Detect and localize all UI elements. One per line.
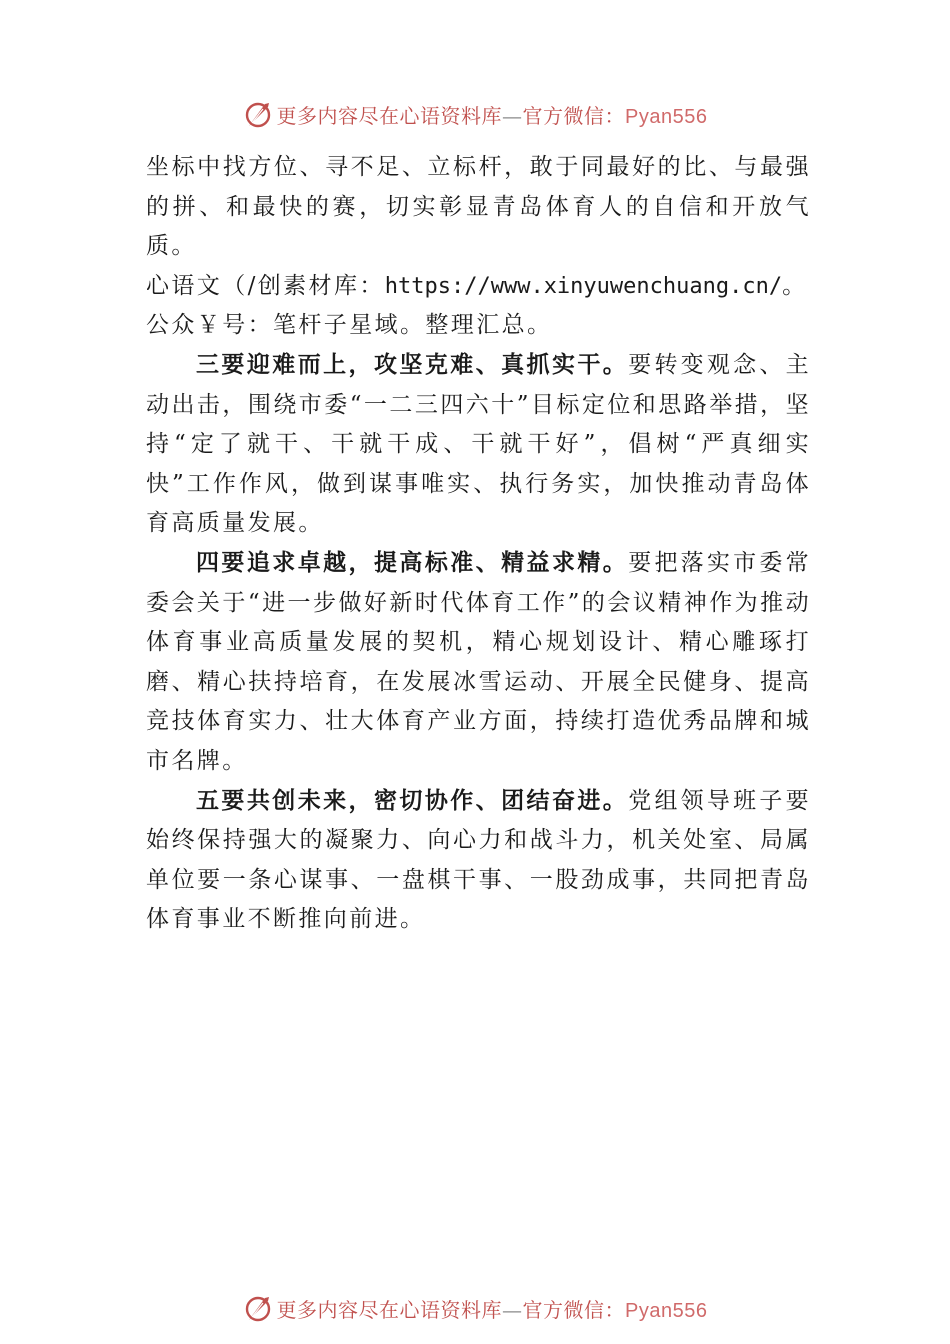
source-suffix: 。: [782, 272, 808, 299]
banner-dash: —: [502, 1297, 523, 1322]
paragraph-text: 党组领导班子要始终保持强大的凝聚力、向心力和战斗力，机关处室、局属单位要一条心谋事、一盘棋干事、一股劲成事，共同把青岛体育事业不断推向前进。: [146, 787, 811, 933]
paragraph-point-three: [146, 346, 811, 544]
source-account-note: 公众￥号：笔杆子星域。整理汇总。: [146, 312, 553, 339]
header-banner: [0, 94, 950, 134]
banner-site: 更多内容尽在心语资料库: [276, 103, 503, 128]
banner-handle: Pyan556: [625, 105, 708, 128]
paragraph-text: 要把落实市委常委会关于“进一步做好新时代体育工作”的会议精神作为推动体育事业高质量发展的契机，精心规划设计、精心雕琢打磨、精心扶持培育，在发展冰雪运动、开展全民健身、提高竞技体育实力、壮大体育产业方面，持续打造优秀品牌和城市名牌。: [146, 549, 811, 774]
paragraph-point-four: [146, 544, 811, 782]
banner-handle: Pyan556: [625, 1299, 708, 1322]
paragraph-text: 要转变观念、主动出击，围绕市委“一二三四六十”目标定位和思路举措，坚持“定了就干、干就干成、干就干好”，倡树“严真细实快”工作作风，做到谋事唯实、执行务实，加快推动青岛体育高质量发展。: [146, 351, 811, 537]
banner-label: 官方微信：: [522, 103, 626, 128]
paragraph-heading: 五要共创未来，密切协作、团结奋进。: [196, 787, 629, 814]
paragraph-text: 坐标中找方位、寻不足、立标杆，敢于同最好的比、与最强的拼、和最快的赛，切实彰显青岛体育人的自信和开放气质。: [146, 154, 811, 260]
banner-site: 更多内容尽在心语资料库: [276, 1297, 503, 1322]
paragraph-heading: 三要迎难而上，攻坚克难、真抓实干。: [196, 351, 629, 378]
banner-dash: —: [502, 103, 523, 128]
source-note: [146, 267, 811, 346]
banner-text: [277, 1294, 708, 1323]
source-url: https://www.xinyuwenchuang.cn/: [384, 273, 783, 299]
paragraph-heading: 四要追求卓越，提高标准、精益求精。: [196, 549, 629, 576]
paragraph-continuation: [146, 148, 811, 267]
banner-label: 官方微信：: [522, 1297, 626, 1322]
quill-pen-logo-icon: [243, 99, 273, 129]
paragraph-point-five: [146, 782, 811, 940]
document-body: [146, 148, 811, 940]
quill-pen-logo-icon: [243, 1293, 273, 1323]
source-prefix: 心语文（/创素材库：: [146, 272, 385, 299]
footer-banner: [0, 1288, 950, 1328]
banner-text: [277, 100, 708, 129]
